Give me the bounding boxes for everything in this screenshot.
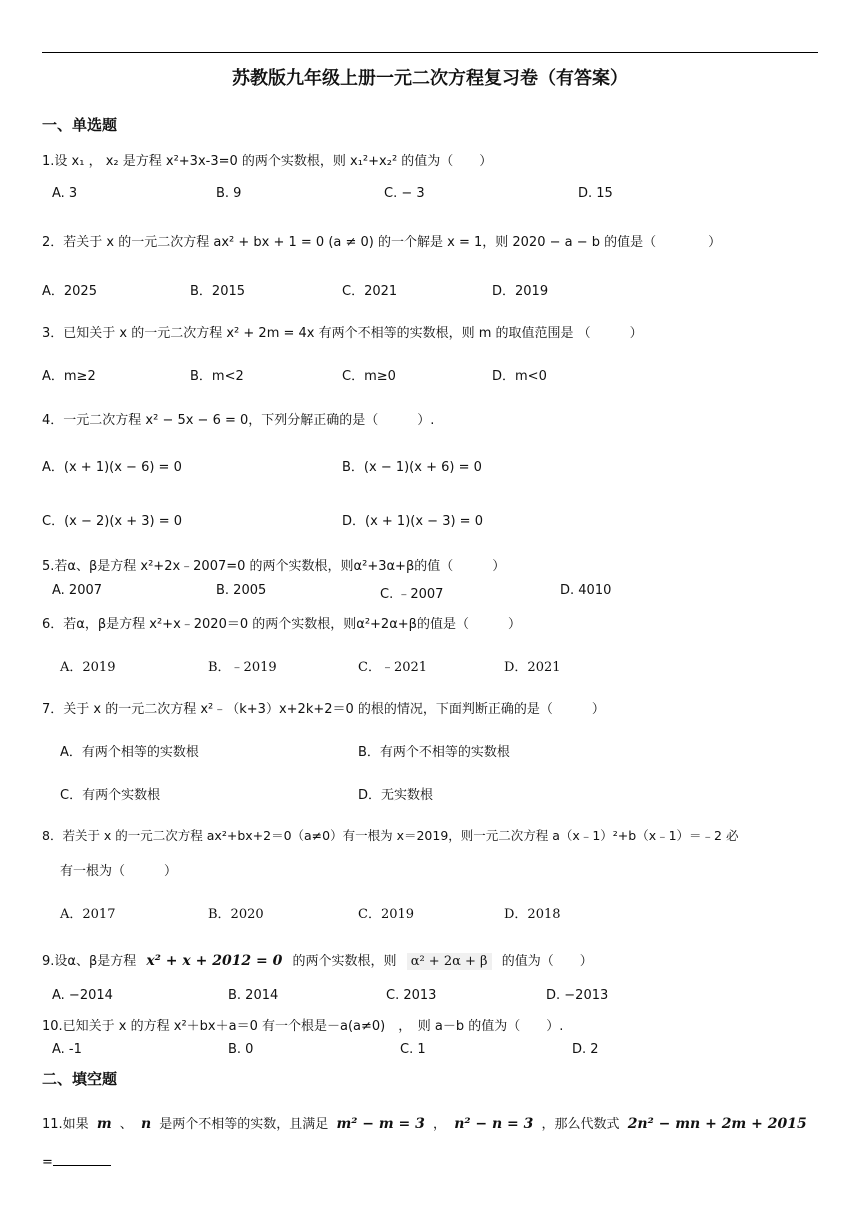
question-9-stem-c: 的值为（ ）	[501, 954, 593, 969]
question-11-sep1: 、	[119, 1117, 133, 1132]
question-4-option-b: B．(x − 1)(x + 6) = 0	[342, 460, 482, 475]
question-1-stem: 1.设 x₁ ， x₂ 是方程 x²+3x-3=0 的两个实数根，则 x₁²+x₂² 的值为（ ）	[42, 154, 493, 169]
question-9-option-a: A. −2014	[52, 988, 113, 1003]
question-9-stem-a: 9.设α、β是方程	[42, 954, 137, 969]
question-11-sep2: ，	[433, 1117, 447, 1132]
question-11-answer-line	[42, 1153, 111, 1170]
question-11-var-m: m	[96, 1116, 112, 1132]
question-10-option-a: A. -1	[52, 1042, 82, 1057]
question-5-option-b: B. 2005	[216, 583, 267, 598]
question-4-option-c: C．(x − 2)(x + 3) = 0	[42, 514, 183, 529]
section-single-choice: 一、单选题	[42, 116, 118, 134]
question-11-answer-blank[interactable]	[53, 1153, 111, 1166]
question-9-stem	[42, 950, 593, 969]
question-6-option-b: B．﹣2019	[208, 660, 277, 675]
question-10-option-b: B. 0	[228, 1042, 254, 1057]
question-6-option-a: A．2019	[60, 660, 116, 675]
question-8-option-a: A．2017	[60, 907, 116, 922]
question-10-stem: 10.已知关于 x 的方程 x²＋bx＋a＝0 有一个根是－a(a≠0) ， 则 a－b 的值为（ ）.	[42, 1019, 564, 1034]
question-9-equation: x² + x + 2012 = 0	[146, 953, 283, 969]
question-7-option-b: B．有两个不相等的实数根	[358, 745, 510, 760]
question-7-option-c: C．有两个实数根	[60, 788, 161, 803]
question-2-option-c: C．2021	[342, 284, 398, 299]
section-fill-blank: 二、填空题	[42, 1070, 118, 1088]
question-3-option-d: D．m<0	[492, 369, 547, 384]
question-7-option-a: A．有两个相等的实数根	[60, 745, 199, 760]
question-11-stem-b: 是两个不相等的实数，且满足	[159, 1117, 329, 1132]
question-5-stem: 5.若α、β是方程 x²+2x﹣2007=0 的两个实数根，则α²+3α+β的值（ ）	[42, 559, 506, 574]
question-9-option-d: D. −2013	[546, 988, 609, 1003]
question-3-stem: 3．已知关于 x 的一元二次方程 x² + 2m = 4x 有两个不相等的实数根，则 m 的取值范围是 （ ）	[42, 326, 643, 341]
question-6-stem: 6．若α，β是方程 x²+x﹣2020＝0 的两个实数根，则α²+2α+β的值是（ ）	[42, 617, 521, 632]
question-4-option-d: D．(x + 1)(x − 3) = 0	[342, 514, 483, 529]
question-11-var-n: n	[140, 1116, 152, 1132]
question-5-option-a: A. 2007	[52, 583, 103, 598]
question-8-stem-line1: 8．若关于 x 的一元二次方程 ax²+bx+2＝0（a≠0）有一根为 x＝2019，则一元二次方程 a（x﹣1）²+b（x﹣1）＝﹣2 必	[42, 828, 739, 843]
page-title: 苏教版九年级上册一元二次方程复习卷（有答案）	[232, 68, 628, 89]
question-8-option-b: B．2020	[208, 907, 264, 922]
question-8-option-d: D．2018	[504, 907, 561, 922]
question-2-stem: 2．若关于 x 的一元二次方程 ax² + bx + 1 = 0 (a ≠ 0) 的一个解是 x = 1，则 2020 − a − b 的值是（ ）	[42, 235, 722, 250]
question-11-answer-prefix: =	[42, 1155, 53, 1170]
question-9-expression: α² + 2α + β	[407, 953, 492, 970]
question-11-expression: 2n² − mn + 2m + 2015	[627, 1116, 807, 1132]
question-2-option-a: A．2025	[42, 284, 97, 299]
question-8-option-c: C．2019	[358, 907, 415, 922]
question-11-stem-a: 11.如果	[42, 1117, 89, 1132]
question-1-option-a: A. 3	[52, 186, 78, 201]
question-8-stem-line2: 有一根为（ ）	[60, 864, 178, 879]
question-10-option-d: D. 2	[572, 1042, 599, 1057]
question-1-option-b: B. 9	[216, 186, 242, 201]
question-1-option-c: C. − 3	[384, 186, 425, 201]
question-6-option-d: D．2021	[504, 660, 561, 675]
question-2-option-d: D．2019	[492, 284, 549, 299]
question-5-option-c: C. ﹣2007	[380, 587, 444, 602]
top-rule	[42, 52, 818, 53]
question-9-stem-b: 的两个实数根，则	[292, 954, 397, 969]
question-9-option-c: C. 2013	[386, 988, 437, 1003]
question-7-stem: 7．关于 x 的一元二次方程 x²﹣（k+3）x+2k+2＝0 的根的情况，下面判断正确的是（ ）	[42, 702, 605, 717]
question-4-option-a: A．(x + 1)(x − 6) = 0	[42, 460, 182, 475]
question-6-option-c: C．﹣2021	[358, 660, 428, 675]
question-3-option-c: C．m≥0	[342, 369, 396, 384]
question-4-stem: 4．一元二次方程 x² − 5x − 6 = 0，下列分解正确的是（ ）.	[42, 413, 435, 428]
question-9-option-b: B. 2014	[228, 988, 279, 1003]
question-1-option-d: D. 15	[578, 186, 613, 201]
question-11-stem	[42, 1113, 807, 1132]
question-7-option-d: D．无实数根	[358, 788, 434, 803]
question-2-option-b: B．2015	[190, 284, 246, 299]
question-3-option-a: A．m≥2	[42, 369, 96, 384]
question-3-option-b: B．m<2	[190, 369, 244, 384]
question-5-option-d: D. 4010	[560, 583, 612, 598]
question-11-stem-c: ，那么代数式	[541, 1117, 620, 1132]
question-10-option-c: C. 1	[400, 1042, 426, 1057]
question-11-formula-1: m² − m = 3	[336, 1116, 425, 1132]
question-11-formula-2: n² − n = 3	[454, 1116, 534, 1132]
